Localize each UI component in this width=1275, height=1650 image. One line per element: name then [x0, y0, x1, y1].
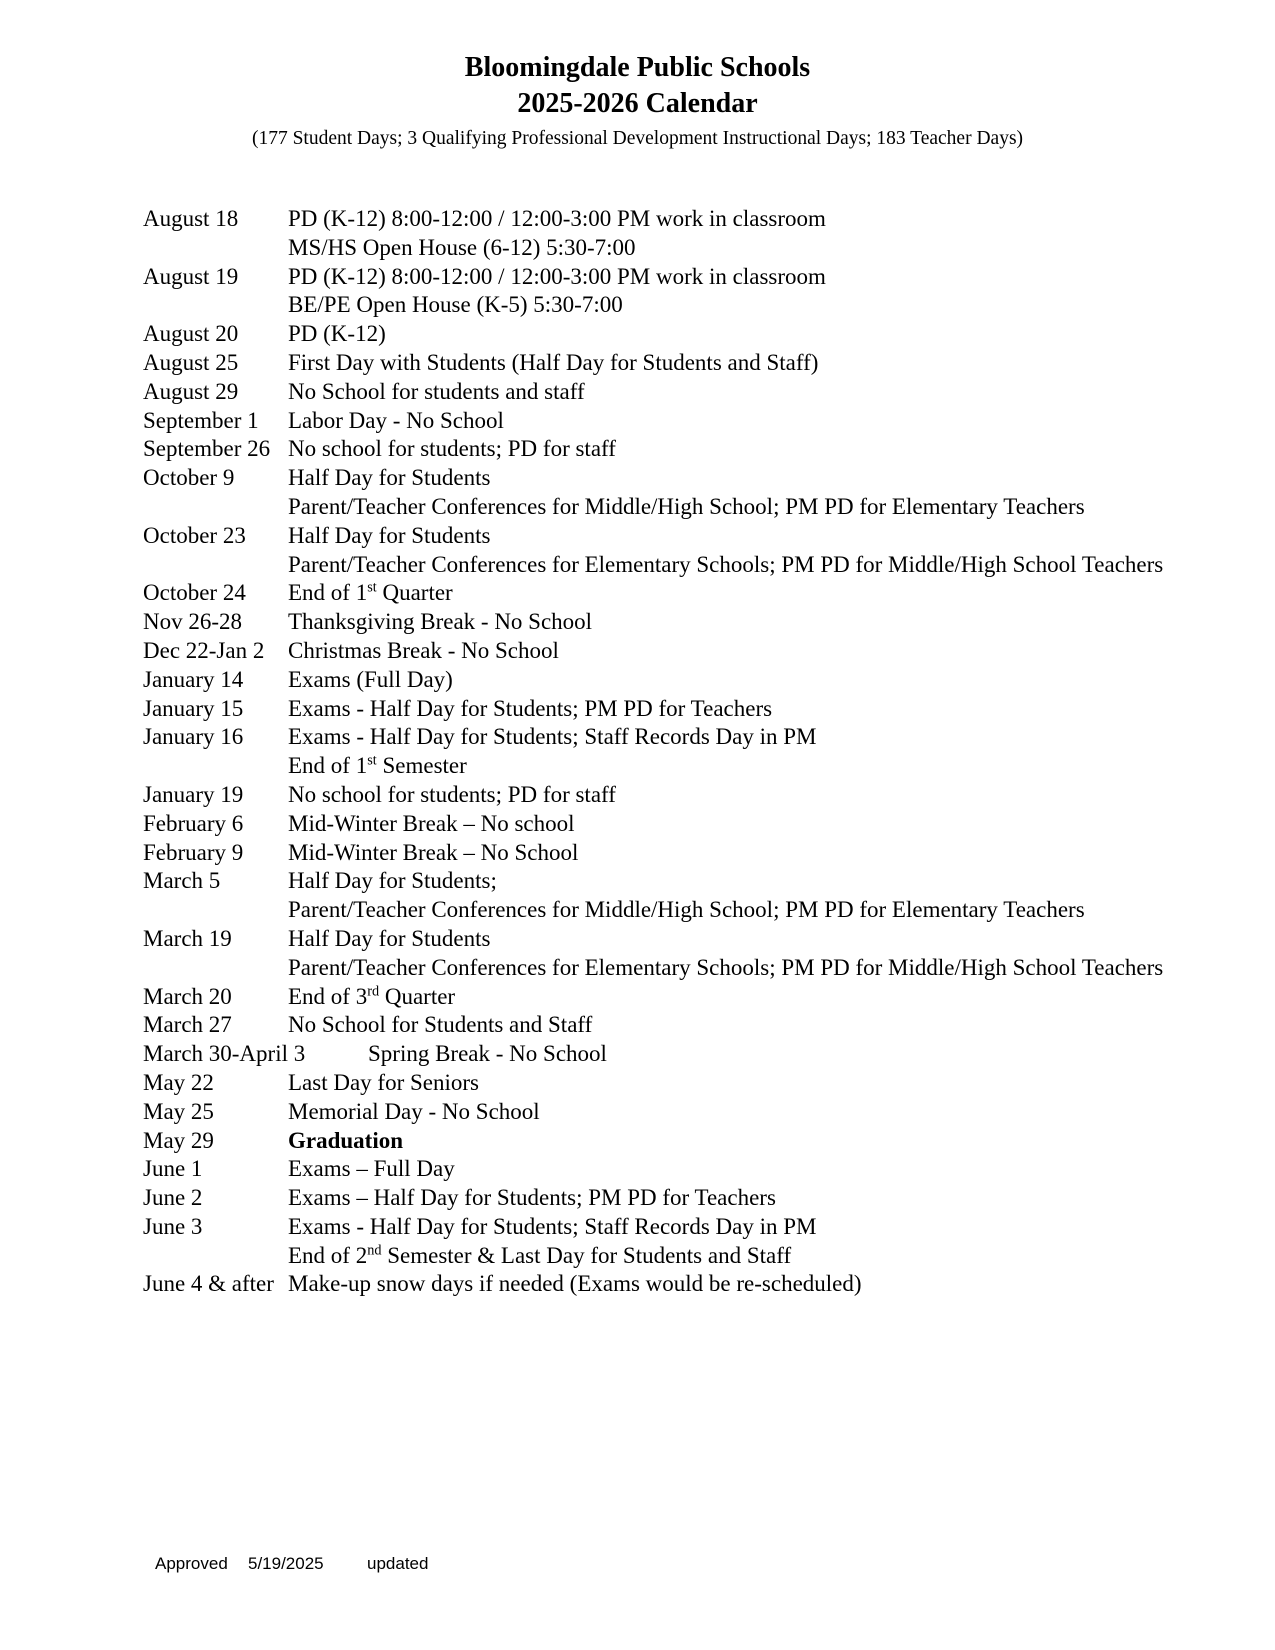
entry-description: Last Day for Seniors: [288, 1069, 479, 1095]
calendar-row: [143, 723, 1275, 752]
entry-date: August 29: [143, 378, 239, 404]
entry-description: Half Day for Students: [288, 522, 491, 548]
entry-date: Dec 22-Jan 2: [143, 637, 265, 663]
calendar-row: [143, 1040, 1275, 1069]
calendar-row: [143, 810, 1275, 839]
calendar-row: [143, 522, 1275, 551]
entry-date: March 27: [143, 1012, 232, 1038]
entry-date: August 20: [143, 321, 239, 347]
entry-date: January 16: [143, 724, 244, 750]
calendar-row: [143, 234, 1275, 263]
entry-description-text: End of 1: [288, 580, 368, 606]
calendar-row: [143, 435, 1275, 464]
calendar-row: [143, 954, 1275, 983]
calendar-row: [143, 349, 1275, 378]
entry-description: MS/HS Open House (6-12) 5:30-7:00: [288, 234, 636, 260]
approved-date: 5/19/2025: [248, 1554, 324, 1573]
entry-description: [288, 579, 453, 608]
day-counts-note: (177 Student Days; 3 Qualifying Professional Development Instructional Days; 183 Teacher Days): [251, 128, 1024, 149]
entry-date: January 19: [143, 781, 244, 807]
entry-description: Exams - Half Day for Students; Staff Records Day in PM: [288, 1213, 817, 1239]
entry-date: [143, 291, 288, 320]
entry-date: [143, 752, 288, 781]
calendar-row: [143, 579, 1275, 608]
entry-description: No School for Students and Staff: [288, 1012, 593, 1038]
ordinal-suffix: st: [367, 579, 377, 596]
calendar-entries-list: [143, 205, 1275, 1299]
entry-description: Make-up snow days if needed (Exams would be re-scheduled): [288, 1271, 862, 1297]
entry-description: Parent/Teacher Conferences for Middle/High School; PM PD for Elementary Teachers: [288, 897, 1085, 923]
entry-description: Thanksgiving Break - No School: [288, 609, 593, 635]
entry-date: March 5: [143, 868, 221, 894]
entry-date: March 30-April 3: [143, 1041, 306, 1067]
entry-description-text: End of 3: [288, 983, 368, 1009]
entry-date: October 23: [143, 522, 246, 548]
calendar-row: [143, 1213, 1275, 1242]
entry-description: Labor Day - No School: [288, 407, 504, 433]
calendar-row: [143, 1155, 1275, 1184]
entry-description-text: End of 1: [288, 753, 368, 779]
ordinal-suffix: rd: [367, 982, 380, 999]
calendar-row: [143, 263, 1275, 292]
entry-description: Parent/Teacher Conferences for Elementary Schools; PM PD for Middle/High School Teachers: [288, 551, 1164, 577]
calendar-row: [143, 637, 1275, 666]
calendar-row: [143, 608, 1275, 637]
entry-description: No school for students; PD for staff: [288, 781, 616, 807]
entry-date: [143, 551, 288, 580]
entry-date: January 15: [143, 695, 244, 721]
calendar-row: [143, 291, 1275, 320]
entry-description: Spring Break - No School: [368, 1041, 607, 1067]
entry-date: [143, 896, 288, 925]
calendar-row: [143, 983, 1275, 1012]
calendar-row: [143, 551, 1275, 580]
page-title: Bloomingdale Public Schools: [464, 52, 811, 83]
entry-date: March 20: [143, 983, 232, 1009]
entry-description: Exams – Half Day for Students; PM PD for Teachers: [288, 1185, 776, 1211]
entry-date: May 29: [143, 1127, 214, 1153]
ordinal-suffix: st: [367, 752, 377, 769]
entry-description: Memorial Day - No School: [288, 1098, 540, 1124]
calendar-row: [143, 839, 1275, 868]
entry-date: June 3: [143, 1213, 203, 1239]
entry-description-text: End of 2: [288, 1242, 368, 1268]
entry-date: February 6: [143, 810, 244, 836]
calendar-row: [143, 1098, 1275, 1127]
entry-description: Graduation: [288, 1127, 404, 1153]
document-header: [0, 0, 1275, 154]
entry-description: Parent/Teacher Conferences for Elementary Schools; PM PD for Middle/High School Teachers: [288, 954, 1164, 980]
entry-date: June 2: [143, 1185, 203, 1211]
entry-description: No school for students; PD for staff: [288, 436, 616, 462]
calendar-row: [143, 205, 1275, 234]
approval-footer: [0, 1554, 1275, 1574]
entry-date: October 9: [143, 465, 235, 491]
approved-label: Approved: [155, 1554, 228, 1573]
entry-description: [288, 983, 455, 1012]
ordinal-suffix: nd: [367, 1242, 382, 1259]
calendar-row: [143, 407, 1275, 436]
entry-description: Exams - Half Day for Students; Staff Records Day in PM: [288, 724, 817, 750]
entry-date: [143, 1242, 288, 1271]
entry-description: Mid-Winter Break – No School: [288, 839, 579, 865]
entry-date: June 1: [143, 1156, 203, 1182]
entry-description: [288, 1242, 791, 1271]
entry-description: First Day with Students (Half Day for Students and Staff): [288, 349, 819, 375]
entry-description: Exams (Full Day): [288, 666, 453, 692]
calendar-row: [143, 752, 1275, 781]
entry-date: September 26: [143, 436, 271, 462]
entry-description: Exams - Half Day for Students; PM PD for Teachers: [288, 695, 773, 721]
entry-date: June 4 & after: [143, 1271, 274, 1297]
entry-description-text: Semester: [376, 753, 467, 779]
entry-description: PD (K-12): [288, 321, 386, 347]
entry-date: August 18: [143, 206, 239, 231]
entry-description: PD (K-12) 8:00-12:00 / 12:00-3:00 PM work in classroom: [288, 263, 826, 289]
calendar-row: [143, 925, 1275, 954]
calendar-row: [143, 1184, 1275, 1213]
entry-date: Nov 26-28: [143, 609, 243, 635]
entry-description: PD (K-12) 8:00-12:00 / 12:00-3:00 PM work in classroom: [288, 206, 826, 231]
entry-date: September 1: [143, 407, 259, 433]
calendar-row: [143, 493, 1275, 522]
entry-description: Half Day for Students: [288, 465, 491, 491]
entry-description-text: Semester & Last Day for Students and Staff: [381, 1242, 792, 1268]
calendar-row: [143, 1069, 1275, 1098]
calendar-row: [143, 1011, 1275, 1040]
entry-description: BE/PE Open House (K-5) 5:30-7:00: [288, 292, 623, 318]
calendar-row: [143, 378, 1275, 407]
entry-date: August 25: [143, 349, 239, 375]
calendar-row: [143, 781, 1275, 810]
entry-date: January 14: [143, 666, 244, 692]
entry-description: Half Day for Students;: [288, 868, 497, 894]
entry-description: Parent/Teacher Conferences for Middle/High School; PM PD for Elementary Teachers: [288, 493, 1085, 519]
entry-date: August 19: [143, 263, 239, 289]
entry-description-text: Quarter: [379, 983, 456, 1009]
entry-date: February 9: [143, 839, 244, 865]
calendar-row: [143, 1127, 1275, 1156]
entry-date: May 22: [143, 1069, 214, 1095]
calendar-row: [143, 867, 1275, 896]
entry-description: Exams – Full Day: [288, 1156, 455, 1182]
entry-date: [143, 493, 288, 522]
calendar-row: [143, 666, 1275, 695]
calendar-row: [143, 695, 1275, 724]
entry-description: Mid-Winter Break – No school: [288, 810, 575, 836]
calendar-row: [143, 1270, 1275, 1299]
entry-description: Half Day for Students: [288, 925, 491, 951]
entry-date: May 25: [143, 1098, 214, 1124]
entry-description-text: Quarter: [376, 580, 453, 606]
entry-date: [143, 954, 288, 983]
entry-description: No School for students and staff: [288, 378, 585, 404]
page-subtitle: 2025-2026 Calendar: [517, 88, 758, 119]
calendar-row: [143, 464, 1275, 493]
entry-date: October 24: [143, 580, 246, 606]
updated-label: updated: [367, 1554, 429, 1573]
entry-date: March 19: [143, 925, 232, 951]
entry-description: Christmas Break - No School: [288, 637, 559, 663]
calendar-row: [143, 320, 1275, 349]
entry-date: [143, 234, 288, 263]
calendar-row: [143, 1242, 1275, 1271]
entry-description: [288, 752, 467, 781]
calendar-row: [143, 896, 1275, 925]
